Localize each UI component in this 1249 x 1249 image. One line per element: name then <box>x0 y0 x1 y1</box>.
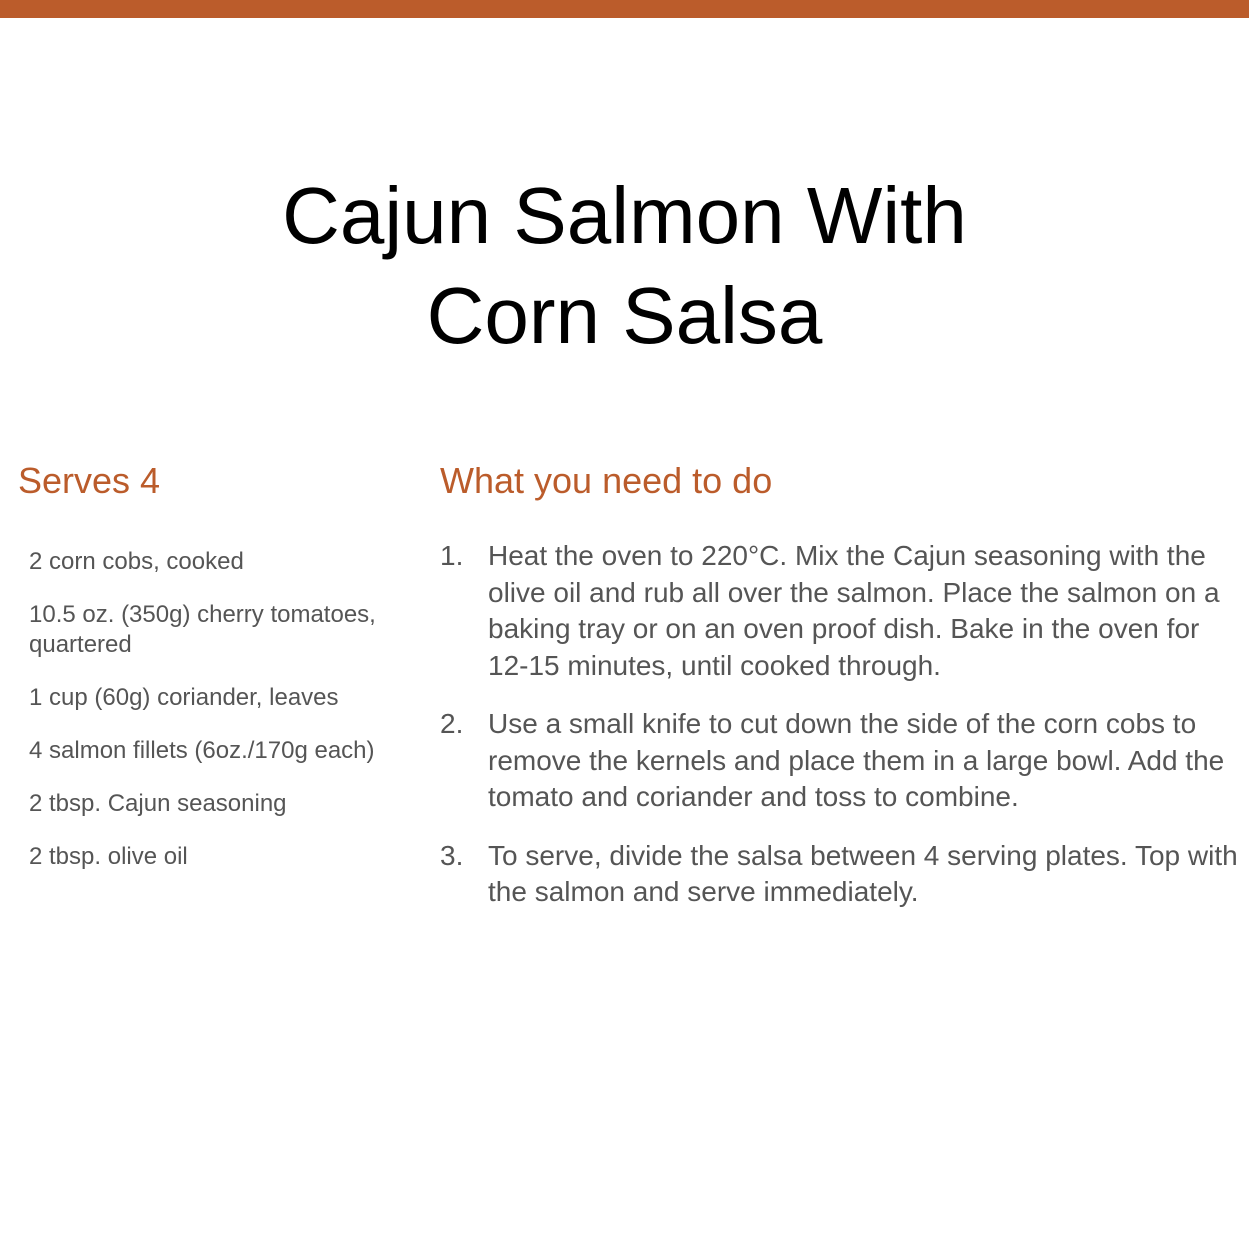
step-number: 3. <box>440 839 464 871</box>
method-steps-list <box>440 538 1240 933</box>
method-step <box>440 706 1240 816</box>
ingredient-item: 4 salmon fillets (6oz./170g each) <box>29 737 375 764</box>
ingredients-column <box>18 455 388 870</box>
step-text: Use a small knife to cut down the side of the corn cobs to remove the kernels and place them in a large bowl. Add the tomato and coriander and toss to combine. <box>488 708 1225 812</box>
ingredient-item: 10.5 oz. (350g) cherry tomatoes, quartered <box>29 601 376 658</box>
step-text: Heat the oven to 220°C. Mix the Cajun seasoning with the olive oil and rub all over the salmon. Place the salmon on a baking tray or on an oven proof dish. Bake in the oven for 12-15 minutes, until cooked through. <box>488 540 1220 681</box>
ingredient-item: 1 cup (60g) coriander, leaves <box>29 684 339 711</box>
serves-heading: Serves 4 <box>18 460 161 501</box>
method-heading: What you need to do <box>440 460 773 501</box>
method-step <box>440 538 1240 684</box>
step-text: To serve, divide the salsa between 4 serving plates. Top with the salmon and serve immediately. <box>488 839 1238 907</box>
recipe-title <box>0 166 1249 366</box>
recipe-title-line-1: Cajun Salmon With <box>282 171 967 260</box>
ingredient-item: 2 tbsp. olive oil <box>29 843 188 870</box>
recipe-title-line-2: Corn Salsa <box>426 271 823 360</box>
step-number: 1. <box>440 540 464 571</box>
ingredient-item: 2 tbsp. Cajun seasoning <box>29 790 287 817</box>
method-column <box>440 455 1240 907</box>
method-step <box>440 838 1240 911</box>
ingredients-list <box>18 547 389 895</box>
step-number: 2. <box>440 708 464 739</box>
top-accent-bar <box>0 0 1249 18</box>
ingredient-item: 2 corn cobs, cooked <box>29 548 244 575</box>
